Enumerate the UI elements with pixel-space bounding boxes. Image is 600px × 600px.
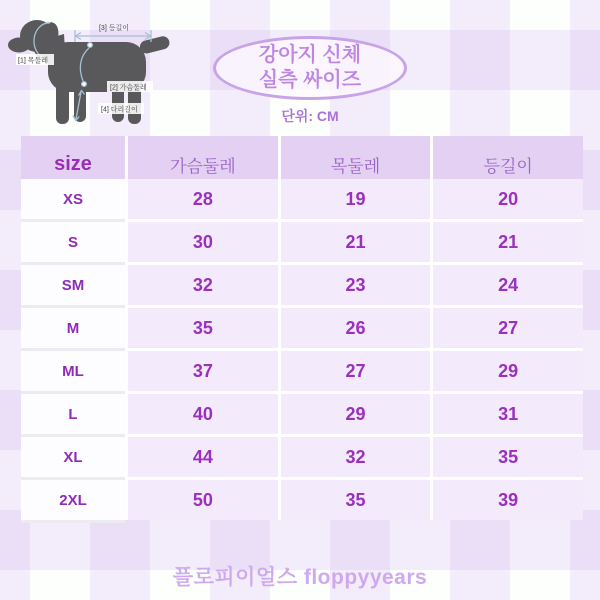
- row-size-label: L: [21, 394, 125, 434]
- label-leg: [4] 다리길이: [101, 106, 138, 114]
- brand-footer: 플로피이얼스 floppyyears: [172, 566, 428, 589]
- cell-value: 35: [128, 308, 278, 348]
- cell-value: 50: [128, 480, 278, 520]
- cell-value: 29: [433, 351, 583, 391]
- cell-value: 35: [281, 480, 431, 520]
- header-cell-back: 등길이: [433, 136, 583, 193]
- cell-value: 27: [433, 308, 583, 348]
- title-line-1: 강아지 신체: [258, 44, 362, 66]
- cell-value: 24: [433, 265, 583, 305]
- header-cell-size: size: [21, 136, 125, 193]
- label-chest: [2] 가슴둘레: [110, 84, 147, 92]
- cell-value: 32: [281, 437, 431, 477]
- header-cell-chest: 가슴둘레: [128, 136, 278, 193]
- row-size-label: XL: [21, 437, 125, 477]
- row-size-label: M: [21, 308, 125, 348]
- cell-value: 20: [433, 179, 583, 219]
- row-size-label: XS: [21, 179, 125, 219]
- cell-value: 40: [128, 394, 278, 434]
- cell-value: 37: [128, 351, 278, 391]
- cell-value: 28: [128, 179, 278, 219]
- cell-value: 19: [281, 179, 431, 219]
- cell-value: 29: [281, 394, 431, 434]
- row-size-label: ML: [21, 351, 125, 391]
- row-size-label: SM: [21, 265, 125, 305]
- cell-value: 23: [281, 265, 431, 305]
- cell-value: 21: [433, 222, 583, 262]
- cell-value: 21: [281, 222, 431, 262]
- cell-value: 31: [433, 394, 583, 434]
- title-line-2: 실측 싸이즈: [258, 69, 362, 91]
- size-table: [21, 136, 583, 520]
- cell-value: 27: [281, 351, 431, 391]
- dog-measurement-diagram: [4, 6, 176, 130]
- cell-value: 30: [128, 222, 278, 262]
- header-cell-neck: 목둘레: [281, 136, 431, 193]
- dog-diagram-svg: [4, 6, 176, 130]
- cell-value: 26: [281, 308, 431, 348]
- row-size-label: S: [21, 222, 125, 262]
- page-title: [213, 36, 407, 100]
- row-size-label: 2XL: [21, 480, 125, 520]
- cell-value: 44: [128, 437, 278, 477]
- cell-value: 32: [128, 265, 278, 305]
- cell-value: 35: [433, 437, 583, 477]
- label-neck: [1] 목둘레: [18, 57, 49, 65]
- cell-value: 39: [433, 480, 583, 520]
- unit-label: 단위: CM: [281, 108, 339, 124]
- label-back-length: [3] 등길이: [98, 25, 130, 32]
